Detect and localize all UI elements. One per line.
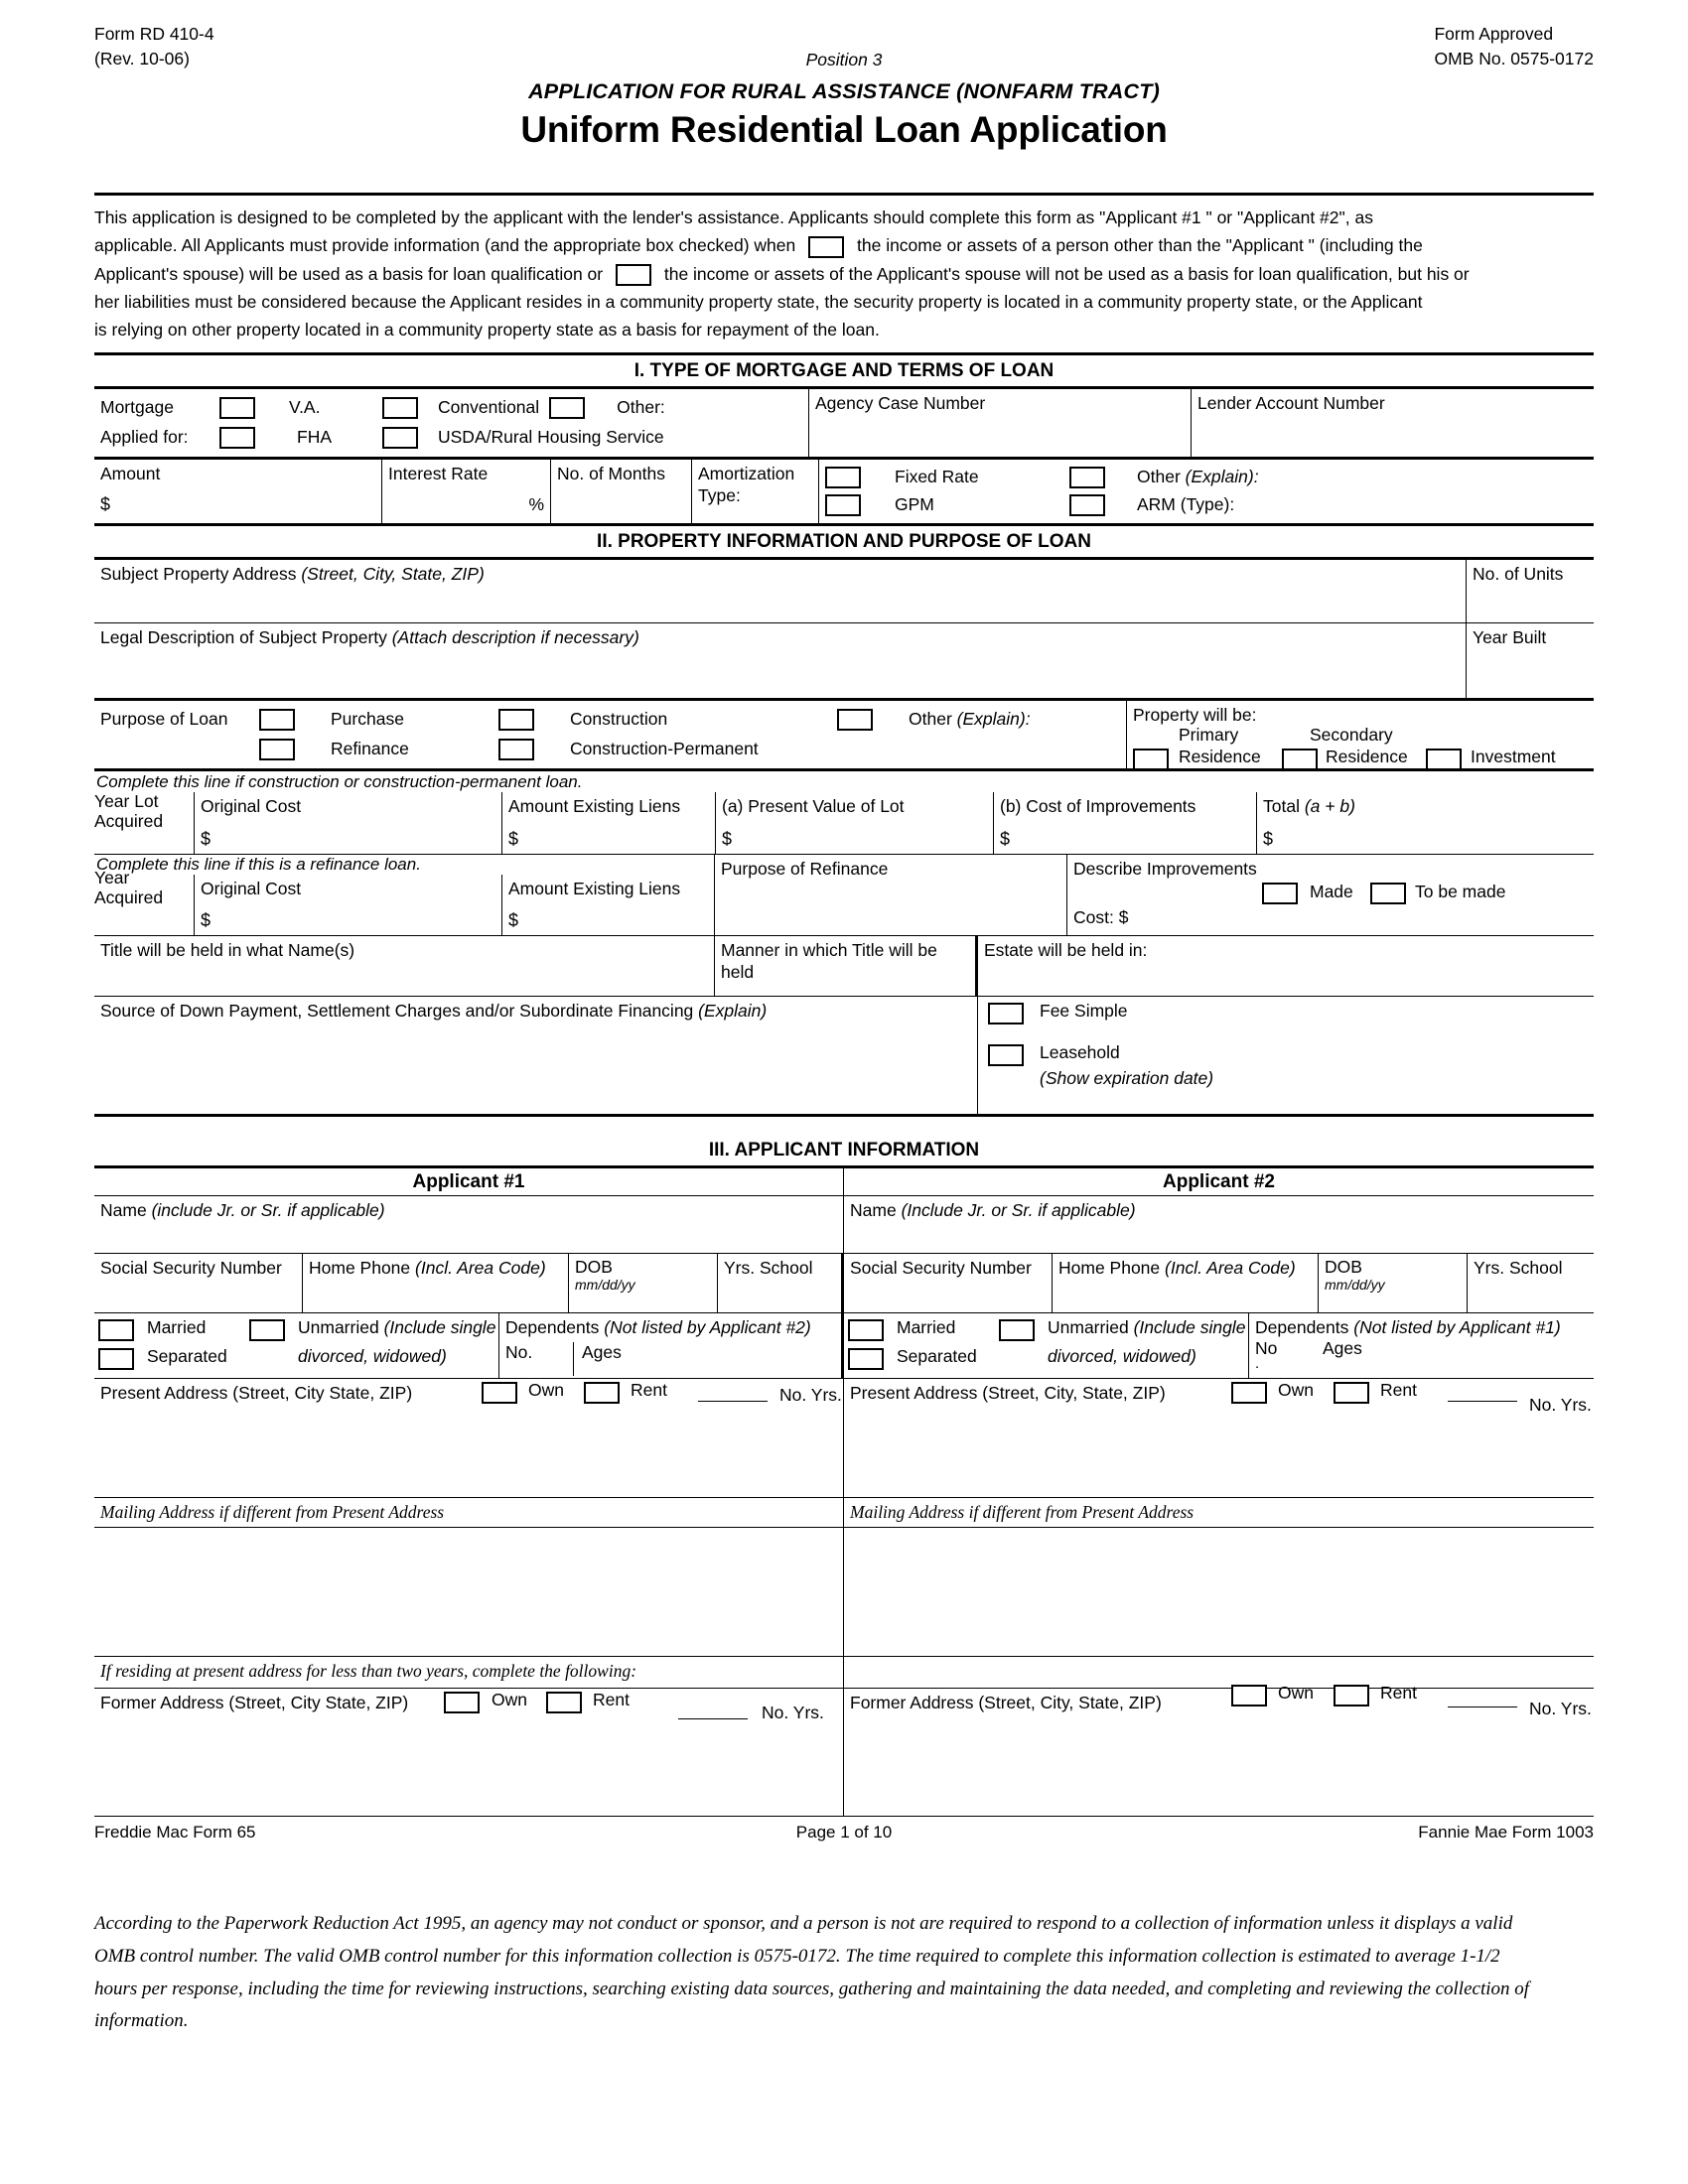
purpose-row-2 xyxy=(100,735,1120,764)
checkbox-applicant-2-separated[interactable] xyxy=(848,1348,884,1370)
applicant-1-yrs-school-label: Yrs. School xyxy=(724,1258,813,1279)
applicant-2-mailing-address-label: Mailing Address if different from Present Address xyxy=(850,1502,1195,1523)
property-will-be-group xyxy=(1127,701,1594,768)
source-down-payment-field[interactable] xyxy=(94,997,978,1114)
title-estate-row xyxy=(94,935,1594,997)
mortgage-applied-for-group xyxy=(94,389,809,457)
label-applicant-1-former-no-yrs: No. Yrs. xyxy=(762,1703,824,1723)
describe-improvements-label: Describe Improvements xyxy=(1073,858,1257,879)
applicant-2-dob-format: mm/dd/yy xyxy=(1325,1276,1385,1293)
label-primary-residence-1: Primary xyxy=(1179,724,1239,745)
construction-original-cost-field[interactable] xyxy=(194,792,501,854)
applicant-1-ssn-label: Social Security Number xyxy=(100,1258,282,1279)
applicant-2-home-phone-field[interactable] xyxy=(1053,1254,1319,1312)
checkbox-applicant-2-rent[interactable] xyxy=(1334,1382,1369,1404)
checkbox-applicant-1-separated[interactable] xyxy=(98,1348,134,1370)
cost-of-improvements-dollar: $ xyxy=(1000,828,1011,849)
label-improvements-made: Made xyxy=(1310,881,1353,901)
applicant-1-marital-group xyxy=(94,1313,499,1378)
label-applicant-2-unmarried: Unmarried (Include single xyxy=(1048,1317,1246,1338)
label-other-mortgage: Other: xyxy=(617,397,665,418)
purpose-of-loan-label: Purpose of Loan xyxy=(100,709,228,730)
total-a-b-label: Total (a + b) xyxy=(1263,795,1355,816)
intro-line-3-a: Applicant's spouse) will be used as a basis for loan qualification or xyxy=(94,263,604,284)
present-value-lot-dollar: $ xyxy=(722,828,733,849)
checkbox-applicant-2-former-own[interactable] xyxy=(1231,1685,1267,1706)
checkbox-usda-rhs[interactable] xyxy=(382,427,418,449)
applicant-2-dependents-no-label: No xyxy=(1255,1338,1278,1359)
label-primary-residence-2: Residence xyxy=(1179,746,1261,766)
applicant-1-dob-format: mm/dd/yy xyxy=(575,1276,635,1293)
construction-figures-row xyxy=(94,792,1594,855)
legal-description-field[interactable] xyxy=(94,623,1467,698)
form-subtitle: APPLICATION FOR RURAL ASSISTANCE (NONFARM TRACT) xyxy=(528,79,1160,103)
label-refinance: Refinance xyxy=(331,739,409,759)
mortgage-label-line2: Applied for: xyxy=(100,427,189,448)
subject-property-address-row xyxy=(94,560,1594,623)
agency-case-number-field[interactable] xyxy=(809,389,1192,457)
applicant-2-present-address-field[interactable] xyxy=(844,1379,1594,1497)
label-secondary-residence-1: Secondary xyxy=(1310,724,1393,745)
applicant-1-ssn-field[interactable] xyxy=(94,1254,303,1312)
refinance-loan-note: Complete this line if this is a refinance loan. xyxy=(96,854,421,874)
applicant-1-mailing-address-label: Mailing Address if different from Present Address xyxy=(100,1502,445,1523)
applicant-2-dependents-no-dot: . xyxy=(1255,1355,1260,1373)
label-applicant-1-unmarried: Unmarried (Include single xyxy=(298,1317,496,1338)
applicant-2-dependents-ages-label: Ages xyxy=(1323,1338,1362,1359)
mailing-address-entry-row xyxy=(94,1528,1594,1657)
label-va: V.A. xyxy=(289,397,321,418)
label-arm: ARM (Type): xyxy=(1137,494,1235,515)
checkbox-construction-permanent[interactable] xyxy=(498,739,534,760)
label-usda-rhs: USDA/Rural Housing Service xyxy=(438,427,664,448)
form-header xyxy=(94,0,1594,150)
construction-existing-liens-dollar: $ xyxy=(508,828,519,849)
percent-symbol: % xyxy=(528,493,544,514)
applicant-2-former-no-yrs-line[interactable] xyxy=(1448,1706,1517,1707)
applicant-2-present-address-label: Present Address (Street, City, State, ZIP) xyxy=(850,1383,1166,1404)
applicant-2-dob-field[interactable] xyxy=(1319,1254,1468,1312)
construction-original-cost-label: Original Cost xyxy=(201,795,302,816)
legal-description-row xyxy=(94,623,1594,701)
refi-year-acquired-label-1: Year xyxy=(94,867,130,887)
purpose-of-loan-group xyxy=(94,701,1127,768)
describe-improvements-group xyxy=(1067,855,1594,936)
manner-title-held-field[interactable] xyxy=(715,936,978,996)
construction-loan-note: Complete this line if construction or construction-permanent loan. xyxy=(96,771,583,791)
cost-of-improvements-label: (b) Cost of Improvements xyxy=(1000,795,1196,816)
year-lot-acquired-label-1: Year Lot xyxy=(94,790,159,811)
applicant-2-dependents-label: Dependents (Not listed by Applicant #1) xyxy=(1255,1317,1561,1338)
applicant-1-home-phone-field[interactable] xyxy=(303,1254,569,1312)
year-lot-acquired-field[interactable] xyxy=(94,792,194,854)
applicant-2-yrs-school-field[interactable] xyxy=(1468,1254,1594,1312)
applicant-1-yrs-school-field[interactable] xyxy=(718,1254,844,1312)
applicant-1-name-field[interactable] xyxy=(94,1196,844,1253)
purpose-of-refinance-field[interactable] xyxy=(715,855,1067,936)
page-title: Uniform Residential Loan Application xyxy=(520,109,1168,150)
checkbox-investment[interactable] xyxy=(1426,749,1462,770)
paperwork-reduction-act-notice: According to the Paperwork Reduction Act 1995, an agency may not conduct or sponsor, and a person is not are required to respond to a collection of information unless it displays a valid OMB control number. The valid OMB control number for this information collection is 0575-0172. The time required to complete this information collection is estimated to average 1-1/2 hours per response, including the time for reviewing instructions, searching existing data sources, gathering and maintaining the data needed, and completing and reviewing the collection of information. xyxy=(94,1913,1530,2032)
marital-dependents-row xyxy=(94,1313,1594,1379)
checkbox-fee-simple[interactable] xyxy=(988,1003,1024,1024)
label-applicant-1-former-rent: Rent xyxy=(593,1690,630,1710)
applicant-2-mailing-address-field[interactable] xyxy=(844,1528,1594,1656)
applicant-1-header: Applicant #1 xyxy=(94,1168,844,1195)
label-secondary-residence-2: Residence xyxy=(1326,746,1408,766)
mailing-address-label-row xyxy=(94,1498,1594,1528)
total-a-b-dollar: $ xyxy=(1263,828,1274,849)
section-1-title: I. TYPE OF MORTGAGE AND TERMS OF LOAN xyxy=(94,352,1594,389)
label-applicant-1-separated: Separated xyxy=(147,1346,227,1367)
refi-year-acquired-label-2: Acquired xyxy=(94,887,164,908)
checkbox-va[interactable] xyxy=(219,397,255,419)
applicant-1-present-address-field[interactable] xyxy=(94,1379,844,1497)
label-applicant-2-no-yrs: No. Yrs. xyxy=(1529,1395,1592,1416)
checkbox-applicant-2-own[interactable] xyxy=(1231,1382,1267,1404)
intro-line-3-b: the income or assets of the Applicant's spouse will not be used as a basis for loan qualification, but his or xyxy=(663,263,1470,284)
title-held-names-label: Title will be held in what Name(s) xyxy=(100,940,355,961)
label-applicant-1-unmarried-2: divorced, widowed) xyxy=(298,1346,447,1367)
applicant-1-dependents-group xyxy=(499,1313,844,1378)
applicant-2-mailing-address-label-cell xyxy=(844,1498,1594,1527)
checkbox-applicant-2-unmarried[interactable] xyxy=(999,1319,1035,1341)
no-of-months-field[interactable] xyxy=(551,460,692,523)
label-applicant-2-unmarried-2: divorced, widowed) xyxy=(1048,1346,1196,1367)
legal-description-hint: (Attach description if necessary) xyxy=(391,626,639,647)
label-applicant-2-separated: Separated xyxy=(897,1346,977,1367)
label-applicant-2-former-no-yrs: No. Yrs. xyxy=(1529,1699,1592,1719)
construction-existing-liens-label: Amount Existing Liens xyxy=(508,795,681,816)
applicant-1-name-hint: (include Jr. or Sr. if applicable) xyxy=(151,1200,385,1221)
label-applicant-2-married: Married xyxy=(897,1317,956,1338)
year-built-label: Year Built xyxy=(1473,626,1547,647)
applicant-1-mailing-address-label-cell xyxy=(94,1498,844,1527)
checkbox-construction[interactable] xyxy=(498,709,534,731)
checkbox-applicant-1-married[interactable] xyxy=(98,1319,134,1341)
applicant-1-former-no-yrs-line[interactable] xyxy=(678,1718,748,1719)
manner-title-held-label: Manner in which Title will be held xyxy=(721,940,937,983)
checkbox-amort-other[interactable] xyxy=(1069,467,1105,488)
applicant-2-home-phone-label: Home Phone xyxy=(1058,1258,1161,1279)
instructions-paragraph xyxy=(94,193,1594,344)
checkbox-primary-residence[interactable] xyxy=(1133,749,1169,770)
amortization-row-1 xyxy=(825,464,1588,491)
position-label: Position 3 xyxy=(805,50,883,69)
applicant-1-dependents-no-label: No. xyxy=(505,1342,533,1363)
applicant-2-name-hint: (Include Jr. or Sr. if applicable) xyxy=(901,1200,1136,1221)
subject-property-address-hint: (Street, City, State, ZIP) xyxy=(301,563,485,584)
checkbox-applicant-1-unmarried[interactable] xyxy=(249,1319,285,1341)
checkbox-applicant-1-former-rent[interactable] xyxy=(546,1692,582,1713)
applicant-1-home-phone-label: Home Phone xyxy=(309,1258,411,1279)
refinance-left-group xyxy=(94,855,715,936)
intro-line-3 xyxy=(94,260,1594,288)
omb-number: OMB No. 0575-0172 xyxy=(1434,49,1594,69)
amount-dollar-sign: $ xyxy=(100,493,111,514)
amortization-options xyxy=(819,460,1594,523)
applicant-2-dob-label: DOB xyxy=(1325,1257,1362,1278)
applicant-1-former-address-label: Former Address (Street, City State, ZIP) xyxy=(100,1693,409,1713)
former-address-row xyxy=(94,1683,1594,1816)
section-1-mortgage-row xyxy=(94,389,1594,460)
amount-label: Amount xyxy=(100,463,161,483)
intro-line-5: is relying on other property located in a community property state as a basis for repayment of the loan. xyxy=(94,320,880,341)
checkbox-arm[interactable] xyxy=(1069,494,1105,516)
construction-existing-liens-field[interactable] xyxy=(501,792,715,854)
present-value-lot-field[interactable] xyxy=(715,792,993,854)
purpose-of-loan-row xyxy=(94,701,1594,771)
applicant-2-marital-group xyxy=(844,1313,1249,1378)
no-of-units-label: No. of Units xyxy=(1473,563,1564,584)
label-investment: Investment xyxy=(1471,746,1556,766)
property-will-be-label: Property will be: xyxy=(1133,704,1257,725)
residing-note-spacer xyxy=(844,1657,1594,1688)
applicant-2-former-address-label: Former Address (Street, City, State, ZIP) xyxy=(850,1693,1162,1713)
mortgage-row-2 xyxy=(100,423,802,453)
refi-existing-liens-label: Amount Existing Liens xyxy=(508,878,681,898)
checkbox-fha[interactable] xyxy=(219,427,255,449)
legal-description-label: Legal Description of Subject Property xyxy=(100,626,387,647)
refi-existing-liens-dollar: $ xyxy=(508,910,519,931)
amortization-type-label-cell xyxy=(692,460,819,523)
checkbox-applicant-1-former-own[interactable] xyxy=(444,1692,480,1713)
applicant-1-dependents-ages-label: Ages xyxy=(573,1342,622,1376)
source-down-payment-hint: (Explain) xyxy=(698,1001,768,1022)
no-of-months-label: No. of Months xyxy=(557,463,665,483)
lender-account-number-label: Lender Account Number xyxy=(1197,392,1385,413)
applicant-2-yrs-school-label: Yrs. School xyxy=(1474,1258,1563,1279)
construction-original-cost-dollar: $ xyxy=(201,828,211,849)
checkbox-applicant-2-married[interactable] xyxy=(848,1319,884,1341)
year-lot-acquired-label-2: Acquired xyxy=(94,811,164,832)
checkbox-purpose-other[interactable] xyxy=(837,709,873,731)
section-2-title: II. PROPERTY INFORMATION AND PURPOSE OF LOAN xyxy=(94,523,1594,560)
applicant-2-header: Applicant #2 xyxy=(1163,1171,1275,1193)
checkbox-applicant-2-former-rent[interactable] xyxy=(1334,1685,1369,1706)
applicant-2-ssn-field[interactable] xyxy=(844,1254,1053,1312)
present-address-row xyxy=(94,1379,1594,1498)
intro-line-1: This application is designed to be completed by the applicant with the lender's assistance. Applicants should complete this form as "Applicant #1 " or "Applicant #2", as xyxy=(94,207,1373,227)
label-applicant-2-former-own: Own xyxy=(1278,1683,1314,1704)
section-3-title: III. APPLICANT INFORMATION xyxy=(94,1135,1594,1168)
amortization-type-label-1: Amortization xyxy=(698,463,795,483)
label-applicant-1-married: Married xyxy=(147,1317,207,1338)
label-fha: FHA xyxy=(297,427,332,448)
applicant-1-no-yrs-line[interactable] xyxy=(698,1401,768,1402)
no-of-units-field[interactable] xyxy=(1467,560,1594,622)
checkbox-improvements-to-be-made[interactable] xyxy=(1370,883,1406,904)
identity-row xyxy=(94,1254,1594,1313)
label-construction: Construction xyxy=(570,709,668,730)
label-construction-permanent: Construction-Permanent xyxy=(570,739,759,759)
applicant-2-name-field[interactable] xyxy=(844,1196,1594,1253)
applicant-2-ssn-label: Social Security Number xyxy=(850,1258,1032,1279)
source-down-payment-row xyxy=(94,997,1594,1117)
label-leasehold-note: (Show expiration date) xyxy=(1040,1068,1214,1089)
refi-year-acquired-field[interactable] xyxy=(94,867,194,936)
checkbox-refinance[interactable] xyxy=(259,739,295,760)
applicant-1-former-address-field[interactable] xyxy=(94,1689,844,1816)
checkbox-conventional[interactable] xyxy=(382,397,418,419)
applicant-1-dob-field[interactable] xyxy=(569,1254,718,1312)
applicant-1-mailing-address-field[interactable] xyxy=(94,1528,844,1656)
amortization-row-2 xyxy=(825,491,1588,519)
footer-page-number: Page 1 of 10 xyxy=(795,1823,893,1843)
section-1-terms-row xyxy=(94,460,1594,523)
checkbox-other-income[interactable] xyxy=(808,236,844,258)
lender-account-number-field[interactable] xyxy=(1192,389,1594,457)
checkbox-fixed-rate[interactable] xyxy=(825,467,861,488)
title-held-names-field[interactable] xyxy=(94,936,715,996)
checkbox-purchase[interactable] xyxy=(259,709,295,731)
label-applicant-1-no-yrs: No. Yrs. xyxy=(779,1385,842,1406)
purpose-of-refinance-label: Purpose of Refinance xyxy=(721,858,889,879)
checkbox-applicant-1-rent[interactable] xyxy=(584,1382,620,1404)
amount-field[interactable] xyxy=(94,460,382,523)
subject-property-address-label: Subject Property Address xyxy=(100,563,297,584)
cost-of-improvements-field[interactable] xyxy=(993,792,1256,854)
year-built-field[interactable] xyxy=(1467,623,1594,698)
applicant-2-dependents-group xyxy=(1249,1313,1594,1378)
label-purchase: Purchase xyxy=(331,709,404,730)
estate-held-in-group xyxy=(978,936,1594,996)
source-down-payment-label: Source of Down Payment, Settlement Charges and/or Subordinate Financing xyxy=(100,1001,694,1022)
checkbox-applicant-1-own[interactable] xyxy=(482,1382,517,1404)
applicant-2-former-address-field[interactable] xyxy=(844,1683,1594,1816)
label-purpose-other: Other (Explain): xyxy=(909,709,1031,730)
label-applicant-2-rent: Rent xyxy=(1380,1380,1417,1401)
purpose-row-1 xyxy=(100,705,1120,735)
refi-original-cost-field[interactable] xyxy=(194,875,501,936)
improvements-cost-label: Cost: $ xyxy=(1073,907,1129,928)
intro-line-2-a: applicable. All Applicants must provide information (and the appropriate box checked) when xyxy=(94,235,796,256)
form-revision: (Rev. 10-06) xyxy=(94,49,190,69)
label-conventional: Conventional xyxy=(438,397,540,418)
applicant-1-present-address-label: Present Address (Street, City State, ZIP) xyxy=(100,1383,413,1404)
applicant-2-name-label: Name xyxy=(850,1200,897,1221)
label-gpm: GPM xyxy=(895,494,934,515)
interest-rate-field[interactable] xyxy=(382,460,551,523)
applicant-1-home-phone-hint: (Incl. Area Code) xyxy=(415,1258,546,1279)
checkbox-spouse-income[interactable] xyxy=(616,264,651,286)
refi-original-cost-dollar: $ xyxy=(201,910,211,931)
checkbox-secondary-residence[interactable] xyxy=(1282,749,1318,770)
applicant-column-headers xyxy=(94,1168,1594,1196)
present-value-lot-label: (a) Present Value of Lot xyxy=(722,795,905,816)
applicant-1-dob-label: DOB xyxy=(575,1257,613,1278)
intro-line-2 xyxy=(94,231,1594,259)
intro-line-4: her liabilities must be considered because the Applicant resides in a community property state, the security property is located in a community property state, or the Applicant xyxy=(94,292,1423,313)
label-fee-simple: Fee Simple xyxy=(1040,1001,1128,1022)
label-applicant-1-former-own: Own xyxy=(492,1690,527,1710)
residing-less-than-two-years-note: If residing at present address for less than two years, complete the following: xyxy=(100,1661,637,1682)
applicant-2-home-phone-hint: (Incl. Area Code) xyxy=(1165,1258,1296,1279)
total-a-b-field[interactable] xyxy=(1256,792,1594,854)
checkbox-gpm[interactable] xyxy=(825,494,861,516)
applicant-1-name-label: Name xyxy=(100,1200,147,1221)
form-number: Form RD 410-4 xyxy=(94,24,214,44)
estate-options-group xyxy=(978,997,1594,1114)
footer-freddie-mac: Freddie Mac Form 65 xyxy=(94,1823,256,1843)
checkbox-other-mortgage[interactable] xyxy=(549,397,585,419)
property-use-options xyxy=(1133,724,1588,766)
label-leasehold: Leasehold xyxy=(1040,1042,1120,1063)
interest-rate-label: Interest Rate xyxy=(388,463,489,483)
page-footer xyxy=(94,1816,1594,1843)
applicant-2-no-yrs-line[interactable] xyxy=(1448,1401,1517,1402)
residing-note-cell xyxy=(94,1657,844,1688)
refinance-figures-row xyxy=(94,867,714,936)
form-approved-label: Form Approved xyxy=(1434,24,1554,44)
amortization-type-label-2: Type: xyxy=(698,484,741,505)
label-amort-other: Other (Explain): xyxy=(1137,467,1259,487)
refinance-row xyxy=(94,855,1594,936)
label-applicant-1-rent: Rent xyxy=(631,1380,667,1401)
intro-line-2-b: the income or assets of a person other than the "Applicant " (including the xyxy=(857,235,1423,256)
name-row xyxy=(94,1196,1594,1254)
label-fixed-rate: Fixed Rate xyxy=(895,467,979,487)
estate-held-in-label: Estate will be held in: xyxy=(984,940,1148,961)
checkbox-leasehold[interactable] xyxy=(988,1044,1024,1066)
refi-existing-liens-field[interactable] xyxy=(501,875,714,936)
refi-original-cost-label: Original Cost xyxy=(201,878,302,898)
mortgage-label-line1: Mortgage xyxy=(100,397,174,418)
subject-property-address-field[interactable] xyxy=(94,560,1467,622)
label-applicant-2-former-rent: Rent xyxy=(1380,1683,1417,1704)
mortgage-row-1 xyxy=(100,393,802,423)
footer-fannie-mae: Fannie Mae Form 1003 xyxy=(1418,1823,1594,1843)
label-applicant-1-own: Own xyxy=(528,1380,564,1401)
agency-case-number-label: Agency Case Number xyxy=(815,392,986,413)
applicant-1-dependents-label: Dependents (Not listed by Applicant #2) xyxy=(505,1317,811,1338)
label-improvements-to-be-made: To be made xyxy=(1415,881,1506,901)
checkbox-improvements-made[interactable] xyxy=(1262,883,1298,904)
label-applicant-2-own: Own xyxy=(1278,1380,1314,1401)
